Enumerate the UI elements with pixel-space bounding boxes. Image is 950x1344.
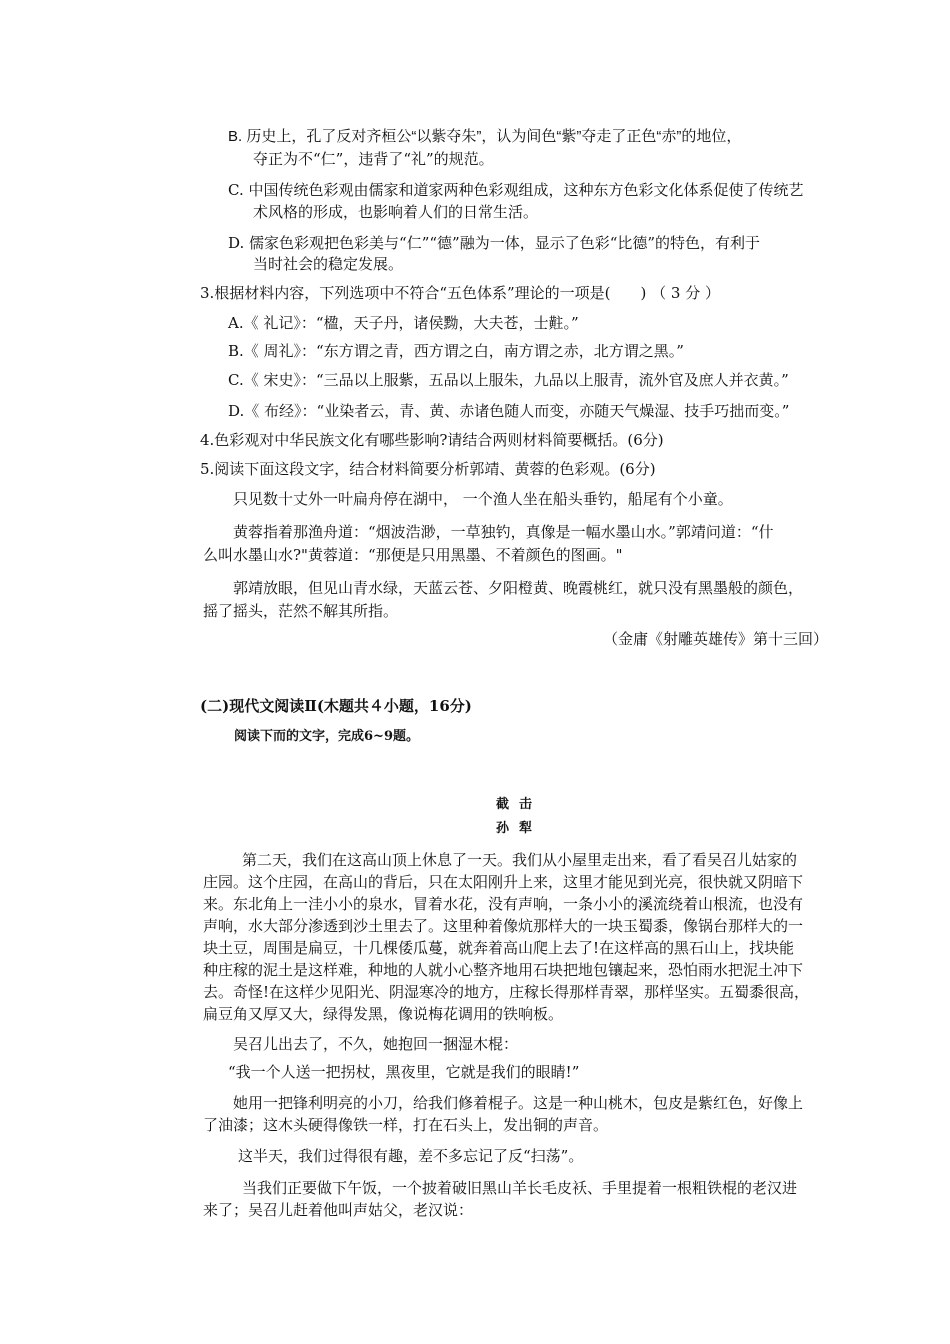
q4-stem: 4.色彩观对中华民族文化有哪些影响?请结合两则材料简要概括。(6分) <box>200 431 664 449</box>
story-p3: “我一个人送一把拐杖，黑夜里，它就是我们的眼睛!” <box>228 1063 580 1081</box>
q3-option-a: A.《 礼记》：“楹，天子丹，诸侯黝，大夫苍，士黈。” <box>228 314 579 332</box>
q5-stem: 5.阅读下面这段文字，结合材料简要分析郭靖、黄蓉的色彩观。(6分) <box>200 460 656 478</box>
q5-passage-p3-line2: 摇了摇头，茫然不解其所指。 <box>203 602 399 620</box>
q5-passage-p1: 只见数十丈外一叶扁舟停在湖中， 一个渔人坐在船头垂钓，船尾有个小童。 <box>233 490 733 508</box>
q2-option-d-line2: 当时社会的稳定发展。 <box>253 255 404 273</box>
story-title: 截击 <box>496 797 543 812</box>
section-instruction: 阅读下而的文字，完成6~9题。 <box>234 729 419 744</box>
q5-passage-p2-line1: 黄蓉指着那渔舟道：“烟波浩渺，一草独钓，真像是一幅水墨山水。”郭靖问道：“什 <box>233 523 774 541</box>
story-p1-line5: 块土豆，周围是扁豆，十几棵倭瓜蔓，就奔着高山爬上去了!在这样高的黑石山上，找块能 <box>203 939 795 957</box>
q2-option-d-line1: D. 儒家色彩观把色彩美与“仁”“德”融为一体，显示了色彩“比德”的特色，有利于 <box>228 234 761 252</box>
story-p4-line2: 了油漆；这木头硬得像铁一样，打在石头上，发出铜的声音。 <box>203 1116 609 1134</box>
story-p1-line2: 庄园。这个庄园，在高山的背后，只在太阳刚升上来，这里才能见到光亮，很快就又阴暗下 <box>203 873 804 891</box>
q3-option-c: C.《 宋史》：“三品以上服紫，五品以上服朱，九品以上服青，流外官及庶人并衣黄。” <box>228 371 789 389</box>
story-p2: 吴召儿出去了，不久，她抱回一捆湿木棍： <box>233 1035 519 1053</box>
story-p1-line1: 第二天，我们在这高山顶上休息了一天。我们从小屋里走出来，看了看吴召儿姑家的 <box>242 851 798 869</box>
q2-option-b-line2: 夺正为不“仁”，违背了“礼”的规范。 <box>253 150 494 168</box>
story-p5: 这半天，我们过得很有趣，差不多忘记了反“扫荡”。 <box>238 1147 584 1165</box>
story-p6-line1: 当我们正要做下午饭，一个披着破旧黑山羊长毛皮袄、手里提着一根粗铁棍的老汉进 <box>242 1179 798 1197</box>
q2-option-b-line1: B. 历史上，孔了反对齐桓公“以紫夺朱”，认为间色“紫”夺走了正色“赤”的地位， <box>228 128 742 145</box>
story-p1-line8: 扁豆角又厚又大，绿得发黑，像说梅花调用的铁响板。 <box>203 1005 564 1023</box>
story-p1-line3: 来。东北角上一洼小小的泉水，冒着水花，没有声响，一条小小的溪流绕着山根流，也没有 <box>203 895 804 913</box>
q3-option-b: B.《 周礼》：“东方谓之青，西方谓之白，南方谓之赤，北方谓之黑。” <box>228 342 684 360</box>
story-p6-line2: 来了；吴召儿赶着他叫声姑父，老汉说： <box>203 1201 474 1219</box>
story-p4-line1: 她用一把锋利明亮的小刀，给我们修着棍子。这是一种山桃木，包皮是紫红色，好像上 <box>233 1094 804 1112</box>
q2-option-c-line2: 术风格的形成，也影响着人们的日常生活。 <box>253 203 539 221</box>
story-p1-line7: 去。奇怪!在这样少见阳光、阴湿寒冷的地方，庄稼长得那样青翠，那样坚实。五蜀黍很高， <box>203 983 810 1001</box>
q5-source-citation: （金庸《射雕英雄传》第十三回） <box>603 630 829 648</box>
story-p1-line6: 种庄稼的泥土是这样难，种地的人就小心整齐地用石块把地包镶起来，恐怕雨水把泥土冲下 <box>203 961 804 979</box>
story-p1-line4: 声响，水大部分渗透到沙土里去了。这里种着像炕那样大的一块玉蜀黍，像锅台那样大的一 <box>203 917 804 935</box>
q3-stem: 3.根据材料内容，下列选项中不符合“五色体系”理论的一项是( ) （ 3 分 ） <box>200 284 720 302</box>
section-heading: (二)现代文阅读Ⅱ(木题共４小题，16分) <box>200 697 472 715</box>
story-author: 孙犁 <box>496 821 543 836</box>
q5-passage-p3-line1: 郭靖放眼，但见山青水绿，天蓝云苍、夕阳橙黄、晚霞桃红，就只没有黑墨般的颜色， <box>233 579 804 597</box>
q3-option-d: D.《 布经》：“业染者云，青、黄、赤诸色随人而变，亦随天气燥湿、技手巧拙而变。” <box>228 402 790 420</box>
q5-passage-p2-line2: 么叫水墨山水?"黄蓉道：“那便是只用黑墨、不着颜色的图画。" <box>203 546 623 564</box>
q2-option-c-line1: C. 中国传统色彩观由儒家和道家两种色彩观组成，这种东方色彩文化体系促使了传统艺 <box>228 181 804 199</box>
